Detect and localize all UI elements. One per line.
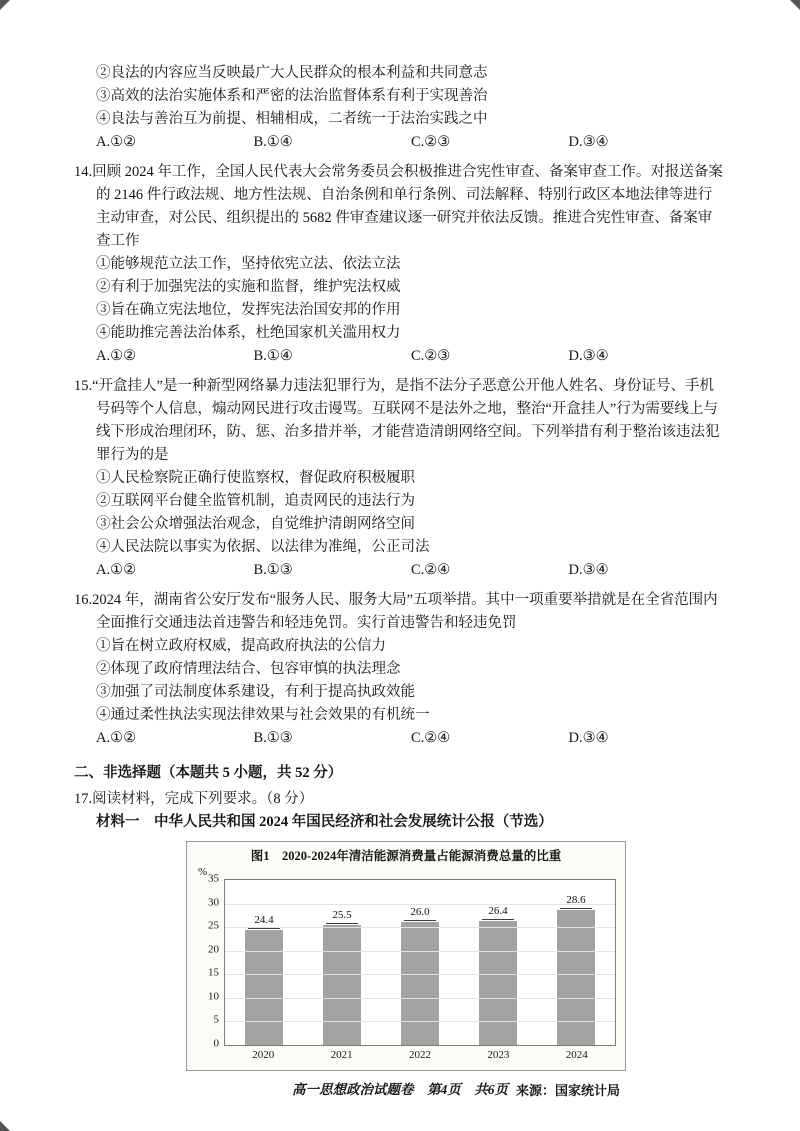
section-heading: 二、非选择题（本题共 5 小题，共 52 分）: [74, 765, 343, 781]
gridline: [225, 927, 615, 928]
answer-choice: D.③④: [568, 562, 609, 578]
bar-group: [537, 880, 615, 1045]
bar: [557, 910, 595, 1045]
option-line: ①人民检察院正确行使监察权，督促政府积极履职: [96, 470, 415, 486]
x-tick-label: 2021: [330, 1049, 353, 1061]
gridline: [225, 904, 615, 905]
answer-choice: C.②④: [411, 730, 451, 746]
bar-group: [303, 880, 381, 1045]
option-line: ④能助推完善法治体系，杜绝国家机关滥用权力: [96, 325, 401, 341]
chart-title: 图1 2020-2024年清洁能源消费量占能源消费总量的比重: [250, 849, 562, 863]
answer-choice: D.③④: [568, 730, 609, 746]
gridline: [225, 951, 615, 952]
y-tick-label: 25: [208, 919, 219, 932]
chart-figure: [186, 841, 626, 1102]
chart-plot: [224, 879, 616, 1046]
question-stem: 15.“开盒挂人”是一种新型网络暴力违法犯罪行为，是指不法分子恶意公开他人姓名、身份证号、手机号码等个人信息，煽动网民进行攻击谩骂。互联网不是法外之地，整治“开盒挂人”行为需要线上与线下形成治理闭环，防、惩、治多措并举，才能营造清朗网络空间。下列举措有利于整治该违法犯罪行为的是: [74, 378, 720, 463]
option-line: ③加强了司法制度体系建设，有利于提高执政效能: [96, 684, 415, 700]
material-1-label: 材料一 中华人民共和国 2024 年国民经济和社会发展统计公报（节选）: [96, 814, 553, 830]
answer-choice: A.①②: [96, 348, 137, 364]
bar-value-label: 26.4: [482, 905, 513, 920]
answer-choice: A.①②: [96, 562, 137, 578]
bar-group: [459, 880, 537, 1045]
question-stem: 14.回顾 2024 年工作，全国人民代表大会常务委员会积极推进合宪性审查、备案审查工作。对报送备案的 2146 件行政法规、地方性法规、自治条例和单行条例、司法解释、特别行政区本地法律等进行主动审查，对公民、组织提出的 5682 件审查建议逐一研究并依法反馈。推进合宪性审查、备案审查工作: [74, 164, 723, 249]
option-line: ②良法的内容应当反映最广大人民群众的根本利益和共同意志: [96, 65, 488, 81]
answer-choice: A.①②: [96, 730, 137, 746]
chart-y-axis: [196, 872, 224, 1050]
bar: [479, 921, 517, 1045]
question-16: [74, 589, 726, 750]
y-tick-label: 0: [213, 1037, 219, 1050]
answer-choice: B.①③: [253, 730, 293, 746]
bar-value-label: 25.5: [326, 909, 357, 924]
chart-box: [186, 841, 626, 1071]
x-tick-label: 2022: [408, 1049, 431, 1061]
option-line: ③旨在确立宪法地位，发挥宪法治国安邦的作用: [96, 302, 401, 318]
question-15: [74, 375, 726, 582]
chart-x-axis: [224, 1048, 616, 1063]
answer-choice: B.①④: [253, 134, 293, 150]
answer-row: [96, 727, 726, 750]
option-line: ①能够规范立法工作，坚持依宪立法、依法立法: [96, 256, 401, 272]
question-stem: 16.2024 年，湖南省公安厅发布“服务人民、服务大局”五项举措。其中一项重要举措就是在全省范围内全面推行交通违法首违警告和轻违免罚。实行首违警告和轻违免罚: [74, 592, 718, 631]
option-line: ②有利于加强宪法的实施和监督，维护宪法权威: [96, 279, 401, 295]
answer-choice: D.③④: [568, 348, 609, 364]
chart-source: 来源：国家统计局: [515, 1083, 620, 1098]
y-tick-label: 20: [208, 943, 219, 956]
option-line: ①旨在树立政府权威，提高政府执法的公信力: [96, 638, 386, 654]
y-tick-label: 10: [208, 990, 219, 1003]
answer-choice: A.①②: [96, 134, 137, 150]
bar-value-label: 28.6: [560, 894, 591, 909]
answer-choice: B.①③: [253, 562, 293, 578]
answer-choice: B.①④: [253, 348, 293, 364]
gridline: [225, 1021, 615, 1022]
gridline: [225, 998, 615, 999]
x-tick-label: 2023: [487, 1049, 510, 1061]
bar: [323, 925, 361, 1045]
chart-bars: [225, 880, 615, 1045]
option-line: ②体现了政府情理法结合、包容审慎的执法理念: [96, 661, 401, 677]
answer-row: [96, 559, 726, 582]
bar-group: [381, 880, 459, 1045]
answer-choice: C.②③: [411, 348, 451, 364]
x-tick-label: 2024: [565, 1049, 588, 1061]
chart-plot-row: [196, 872, 616, 1050]
y-tick-label: 35: [208, 872, 219, 885]
page-footer: 高一思想政治试题卷 第4页 共6页: [292, 1082, 508, 1097]
question-14: [74, 161, 726, 368]
bar-group: [225, 880, 303, 1045]
answer-choice: C.②③: [411, 134, 451, 150]
bar: [245, 930, 283, 1045]
gridline: [225, 974, 615, 975]
y-tick-label: 5: [213, 1013, 219, 1026]
x-tick-label: 2020: [252, 1049, 275, 1061]
answer-row: [96, 345, 726, 368]
option-line: ④良法与善治互为前提、相辅相成，二者统一于法治实践之中: [96, 111, 488, 127]
option-line: ③高效的法治实施体系和严密的法治监督体系有利于实现善治: [96, 88, 488, 104]
option-line: ③社会公众增强法治观念，自觉维护清朗网络空间: [96, 516, 415, 532]
bar-value-label: 24.4: [248, 914, 279, 929]
y-tick-label: 30: [208, 896, 219, 909]
question-17-intro: 17.阅读材料，完成下列要求。（8 分）: [74, 791, 314, 807]
question-13-tail: [74, 62, 726, 154]
y-tick-label: 15: [208, 966, 219, 979]
option-line: ④人民法院以事实为依据、以法律为准绳，公正司法: [96, 539, 430, 555]
answer-choice: C.②④: [411, 562, 451, 578]
answer-choice: D.③④: [568, 134, 609, 150]
y-axis-unit-label: %: [198, 866, 208, 878]
bar-value-label: 26.0: [404, 906, 435, 921]
bar: [401, 922, 439, 1045]
option-line: ④通过柔性执法实现法律效果与社会效果的有机统一: [96, 707, 430, 723]
option-line: ②互联网平台健全监管机制，追责网民的违法行为: [96, 493, 415, 509]
answer-row: [96, 131, 726, 154]
